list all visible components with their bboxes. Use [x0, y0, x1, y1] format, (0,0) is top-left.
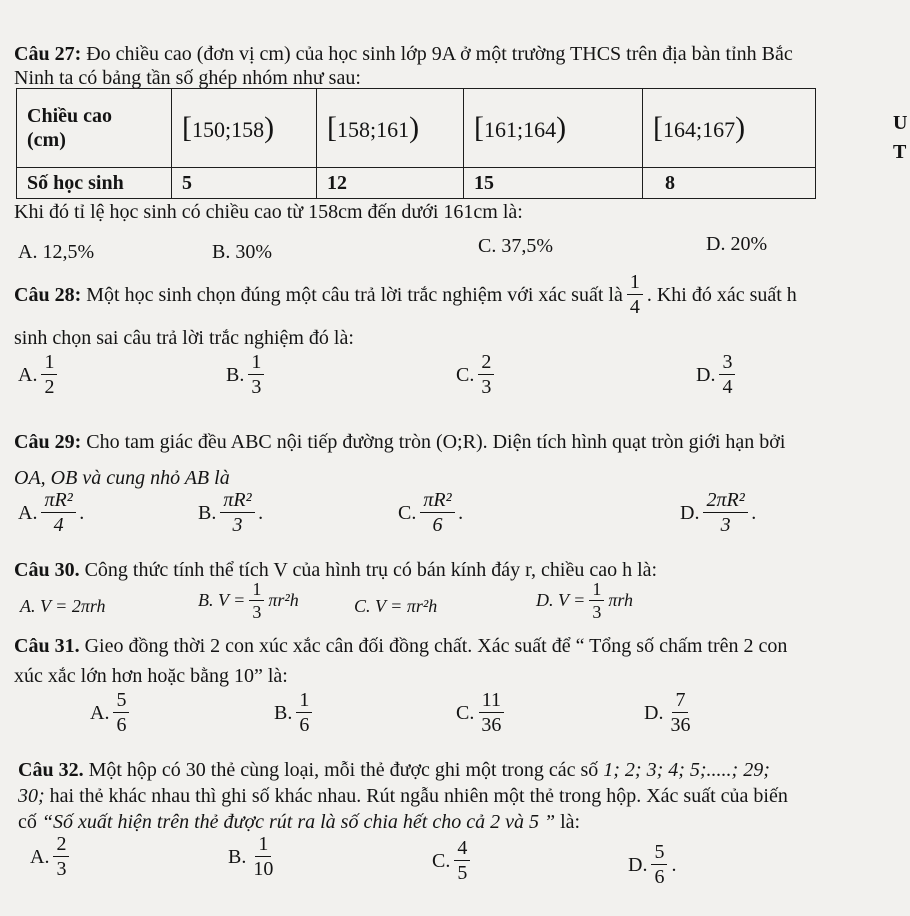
fraction-numerator: 1 [255, 834, 271, 857]
option-label: A. [18, 363, 38, 386]
option-fraction [478, 690, 504, 735]
fraction-denominator: 4 [53, 514, 64, 536]
fraction-numerator: 1 [589, 580, 604, 601]
q32-text-1b: 1; 2; 3; 4; 5;.....; 29; [603, 759, 770, 781]
q31-label: Câu 31. [14, 635, 80, 657]
q32-line1 [18, 758, 770, 782]
q32-text-3c: là: [560, 811, 581, 833]
option-tail: . [79, 501, 85, 524]
option-label: D. [628, 853, 648, 876]
interval-4: 164;167 [663, 117, 736, 142]
fraction-numerator: 2 [53, 834, 69, 857]
q27-option-a[interactable] [18, 240, 94, 264]
q30-option-d[interactable] [536, 580, 633, 621]
option-label: C. [478, 235, 497, 257]
frequency-cell-3: 15 [464, 168, 643, 199]
option-prefix: V = [218, 590, 246, 610]
fraction-numerator: 1 [248, 352, 264, 375]
option-fraction [220, 490, 254, 535]
frequency-cell-1: 5 [172, 168, 317, 199]
fraction-denominator: 3 [481, 376, 492, 398]
fraction-denominator: 3 [251, 376, 262, 398]
option-label: C. [432, 849, 451, 872]
q29-line1 [14, 430, 785, 454]
fraction-numerator: 2 [478, 352, 494, 375]
option-label: B. [226, 363, 245, 386]
option-suffix: πr²h [268, 590, 299, 610]
option-label: A. [30, 845, 50, 868]
fraction-denominator: 4 [629, 296, 640, 318]
fraction-numerator: 5 [113, 690, 129, 713]
q27-text-1: Đo chiều cao (đơn vị cm) của học sinh lớp 9A ở một trường THCS trên địa bàn tỉnh Bắc [86, 43, 793, 65]
q28-option-b[interactable] [226, 352, 268, 397]
fraction-numerator: 1 [627, 272, 643, 295]
q28-option-c[interactable] [456, 352, 498, 397]
q30-line [14, 558, 657, 582]
q28-option-d[interactable] [696, 352, 739, 397]
q29-option-a[interactable] [18, 490, 85, 535]
option-text: 37,5% [501, 235, 554, 257]
option-label: C. [456, 701, 475, 724]
fraction-denominator: 6 [116, 714, 127, 736]
option-label: D. [644, 701, 664, 724]
option-label: C. [354, 596, 371, 616]
option-label: D. [706, 233, 726, 255]
q29-option-d[interactable] [680, 490, 757, 535]
option-suffix: πrh [608, 590, 634, 610]
interval-1: 150;158 [192, 117, 265, 142]
option-fraction [250, 834, 276, 879]
side-text-1: U [893, 112, 908, 134]
q32-text-2b: hai thẻ khác nhau thì ghi số khác nhau. Rút ngẫu nhiên một thẻ trong hộp. Xác suất của biến [49, 785, 788, 807]
q27-option-d[interactable] [706, 232, 767, 256]
fraction-denominator: 4 [722, 376, 733, 398]
fraction-numerator: 11 [479, 690, 504, 713]
option-fraction [703, 490, 747, 535]
q32-option-d[interactable] [628, 842, 676, 887]
option-fraction [651, 842, 667, 887]
option-label: C. [398, 501, 417, 524]
option-fraction [248, 352, 264, 397]
option-tail: . [751, 501, 757, 524]
fraction-numerator: 1 [41, 352, 57, 375]
fraction-denominator: 10 [253, 858, 274, 880]
interval-cell-1: [150;158) [172, 89, 317, 168]
fraction-denominator: 3 [720, 514, 731, 536]
q32-option-a[interactable] [30, 834, 73, 879]
fraction-denominator: 3 [252, 602, 262, 622]
fraction-denominator: 6 [299, 714, 310, 736]
q31-line2: xúc xắc lớn hơn hoặc bằng 10” là: [14, 665, 288, 687]
option-label: B. [274, 701, 293, 724]
option-label: A. [18, 241, 38, 263]
option-label: D. [696, 363, 716, 386]
q29-option-b[interactable] [198, 490, 264, 535]
option-fraction [719, 352, 735, 397]
option-fraction [667, 690, 693, 735]
frequency-table [16, 88, 816, 199]
option-text: 12,5% [42, 241, 95, 263]
option-tail: . [258, 501, 264, 524]
option-fraction [249, 580, 264, 621]
option-fraction [420, 490, 454, 535]
side-text-2: T [893, 141, 907, 163]
q31-line1 [14, 634, 787, 658]
option-label: B. [198, 590, 214, 610]
q32-line2 [18, 784, 788, 808]
q32-option-c[interactable] [432, 838, 474, 883]
interval-cell-2: [158;161) [317, 89, 464, 168]
option-label: B. [198, 501, 217, 524]
fraction-numerator: 7 [672, 690, 688, 713]
q27-label: Câu 27: [14, 43, 82, 65]
q30-option-a[interactable] [20, 592, 106, 620]
q31-option-d[interactable] [644, 690, 697, 735]
option-fraction [296, 690, 312, 735]
option-label: B. [228, 845, 247, 868]
option-fraction [41, 490, 75, 535]
interval-cell-3: [161;164) [464, 89, 643, 168]
fraction-denominator: 3 [56, 858, 67, 880]
q27-line1 [14, 42, 793, 66]
q32-option-b[interactable] [228, 834, 280, 879]
option-text: 20% [730, 233, 768, 255]
q29-label: Câu 29: [14, 431, 82, 453]
option-fraction [113, 690, 129, 735]
q28-probability-fraction [627, 272, 643, 317]
option-tail: . [458, 501, 464, 524]
q32-text-3a: cố [18, 811, 37, 833]
interval-2: 158;161 [337, 117, 410, 142]
option-fraction [454, 838, 470, 883]
q32-text-1a: Một hộp có 30 thẻ cùng loại, mỗi thẻ được ghi một trong các số [88, 759, 599, 781]
option-fraction [41, 352, 57, 397]
option-label: D. [680, 501, 700, 524]
q28-label: Câu 28: [14, 283, 82, 306]
q28-line2: sinh chọn sai câu trả lời trắc nghiệm đó là: [14, 327, 354, 349]
q31-option-c[interactable] [456, 690, 508, 735]
q29-option-c[interactable] [398, 490, 464, 535]
q27-line2: Ninh ta có bảng tần số ghép nhóm như sau: [14, 67, 361, 89]
fraction-numerator: 2πR² [703, 490, 747, 513]
fraction-denominator: 36 [670, 714, 691, 736]
option-tail: . [671, 853, 677, 876]
interval-3: 161;164 [484, 117, 557, 142]
q32-line3 [18, 810, 580, 834]
fraction-numerator: πR² [220, 490, 254, 513]
option-fraction [478, 352, 494, 397]
option-label: B. [212, 241, 231, 263]
fraction-denominator: 6 [654, 866, 665, 888]
option-text: V = 2πrh [40, 596, 106, 616]
q29-line2: OA, OB và cung nhỏ AB là [14, 467, 230, 489]
q32-text-2a: 30; [18, 785, 45, 807]
fraction-numerator: 1 [249, 580, 264, 601]
fraction-numerator: 3 [719, 352, 735, 375]
q30-option-c[interactable] [354, 592, 437, 620]
fraction-numerator: πR² [420, 490, 454, 513]
interval-cell-4: [164;167) [643, 89, 816, 168]
q31-option-a[interactable] [90, 690, 133, 735]
frequency-cell-4: 8 [643, 168, 816, 199]
fraction-numerator: 5 [651, 842, 667, 865]
q28-option-a[interactable] [18, 352, 61, 397]
q28-text-2: . Khi đó xác suất h [646, 283, 797, 306]
q30-label: Câu 30. [14, 559, 80, 581]
header-line-1: Chiều cao [27, 105, 112, 127]
header-line-2: (cm) [27, 129, 66, 151]
q31-option-b[interactable] [274, 690, 316, 735]
table-row-label: Số học sinh [17, 168, 172, 199]
option-label: D. [536, 590, 554, 610]
q32-text-3b: “Số xuất hiện trên thẻ được rút ra là số chia hết cho cả 2 và 5 ” [41, 811, 556, 833]
option-fraction [53, 834, 69, 879]
option-label: A. [18, 501, 38, 524]
fraction-denominator: 3 [592, 602, 602, 622]
fraction-denominator: 2 [44, 376, 55, 398]
q29-text-1: Cho tam giác đều ABC nội tiếp đường tròn (O;R). Diện tích hình quạt tròn giới hạn bởi [86, 431, 786, 453]
fraction-numerator: πR² [41, 490, 75, 513]
option-label: C. [456, 363, 475, 386]
option-fraction [589, 580, 604, 621]
q27-option-b[interactable] [212, 240, 272, 264]
frequency-cell-2: 12 [317, 168, 464, 199]
table-header-height [17, 89, 172, 168]
fraction-denominator: 5 [457, 862, 468, 884]
q32-label: Câu 32. [18, 759, 84, 781]
option-text: V = πr²h [375, 596, 438, 616]
fraction-denominator: 36 [481, 714, 502, 736]
option-text: 30% [235, 241, 273, 263]
fraction-denominator: 3 [232, 514, 243, 536]
option-label: A. [90, 701, 110, 724]
q31-text-1: Gieo đồng thời 2 con xúc xắc cân đối đồng chất. Xác suất để “ Tổng số chấm trên 2 con [84, 635, 788, 657]
fraction-numerator: 4 [454, 838, 470, 861]
q30-text: Công thức tính thể tích V của hình trụ có bán kính đáy r, chiều cao h là: [84, 559, 658, 581]
q28-line1 [14, 272, 797, 317]
option-prefix: V = [558, 590, 586, 610]
fraction-numerator: 1 [296, 690, 312, 713]
q30-option-b[interactable] [198, 580, 299, 621]
fraction-denominator: 6 [432, 514, 443, 536]
q27-question: Khi đó tỉ lệ học sinh có chiều cao từ 158cm đến dưới 161cm là: [14, 201, 523, 223]
option-label: A. [20, 596, 36, 616]
q28-text-1: Một học sinh chọn đúng một câu trả lời trắc nghiệm với xác suất là [86, 283, 623, 306]
q27-option-c[interactable] [478, 234, 553, 258]
